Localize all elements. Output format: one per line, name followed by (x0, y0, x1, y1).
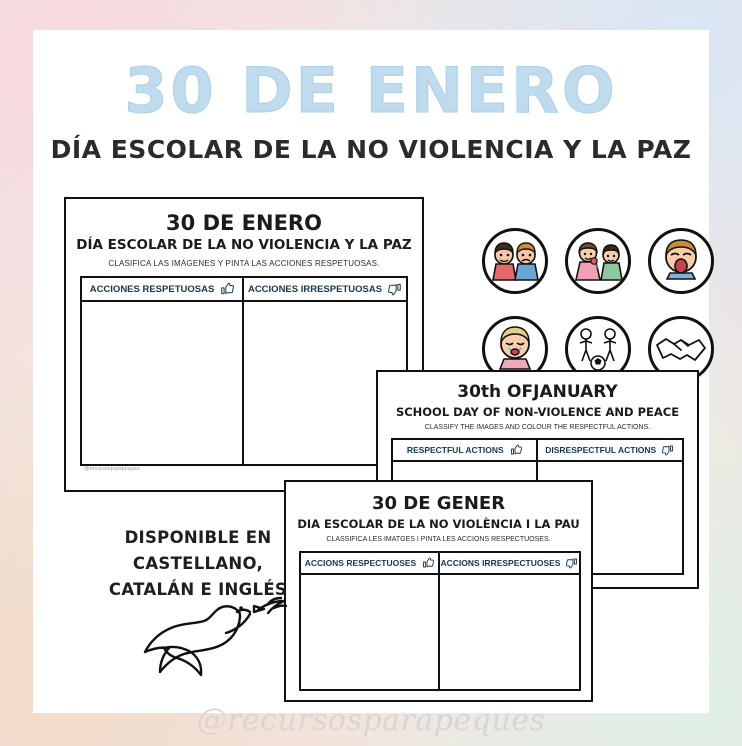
worksheet-catalan-subheading: DIA ESCOLAR DE LA NO VIOLÈNCIA I LA PAU (297, 517, 580, 531)
worksheet-spanish-cell-respectful[interactable] (82, 302, 244, 464)
worksheet-catalan-instruction: CLASSIFICA LES IMATGES I PINTA LES ACCIONS RESPECTUOSES. (326, 536, 551, 543)
worksheet-spanish[interactable] (64, 197, 424, 492)
worksheet-english-col-right-header (538, 440, 683, 460)
worksheet-english-col-right-label: DISRESPECTFUL ACTIONS (545, 445, 657, 455)
worksheet-spanish-col-left-label: ACCIONES RESPETUOSAS (89, 283, 215, 295)
worksheet-spanish-col-right-header (244, 278, 406, 300)
thumbs-down-icon (566, 557, 578, 569)
peace-dove-icon (108, 588, 293, 698)
availability-line-2: CATALÁN E INGLÉS (108, 580, 288, 599)
availability-line-1: DISPONIBLE EN CASTELLANO, (124, 528, 272, 573)
worksheet-catalan-table (299, 551, 581, 691)
worksheet-english-instruction: CLASSIFY THE IMAGES AND COLOUR THE RESPECTFUL ACTIONS. (424, 424, 651, 431)
worksheet-catalan-col-left-label: ACCIONS RESPECTUOSES (304, 558, 417, 568)
watermark-text: @recursosparapeques (196, 703, 546, 738)
page-subtitle: DÍA ESCOLAR DE LA NO VIOLENCIA Y LA PAZ (50, 135, 692, 164)
thumbs-up-icon (422, 557, 434, 569)
thumbs-up-icon (220, 282, 234, 296)
thumbs-up-icon (510, 444, 522, 456)
worksheet-spanish-credit: @recursosparapeques (84, 466, 140, 472)
illustration-circle-group (482, 228, 714, 383)
girl-giving-flowers-icon[interactable] (565, 228, 631, 294)
worksheet-spanish-col-left-header (82, 278, 244, 300)
worksheet-spanish-col-right-label: ACCIONES IRRESPETUOSAS (247, 283, 383, 295)
worksheet-spanish-subheading: DÍA ESCOLAR DE LA NO VIOLENCIA Y LA PAZ (76, 237, 412, 253)
thumbs-down-icon (662, 444, 674, 456)
worksheet-catalan-col-right-header (440, 553, 579, 573)
worksheet-spanish-heading: 30 DE ENERO (166, 211, 322, 235)
worksheet-english-col-left-label: RESPECTFUL ACTIONS (406, 445, 504, 455)
worksheet-spanish-table (80, 276, 408, 466)
worksheet-catalan-cell-disrespectful[interactable] (440, 575, 579, 689)
worksheet-spanish-instruction: CLASIFICA LAS IMÁGENES Y PINTA LAS ACCIONES RESPETUOSAS. (108, 259, 380, 268)
children-arguing-icon[interactable] (482, 228, 548, 294)
worksheet-catalan-heading: 30 DE GENER (371, 493, 506, 514)
worksheet-english-heading: 30th OFJANUARY (457, 382, 618, 402)
boy-shouting-icon[interactable] (648, 228, 714, 294)
worksheet-english-col-left-header (393, 440, 538, 460)
poster-sheet (33, 30, 709, 713)
worksheet-catalan[interactable] (284, 480, 593, 702)
page-title: 30 DE ENERO (124, 54, 618, 127)
worksheet-catalan-col-right-label: ACCIONS IRRESPECTUOSES (440, 558, 561, 568)
worksheet-english-subheading: SCHOOL DAY OF NON-VIOLENCE AND PEACE (395, 405, 680, 419)
thumbs-down-icon (388, 282, 402, 296)
